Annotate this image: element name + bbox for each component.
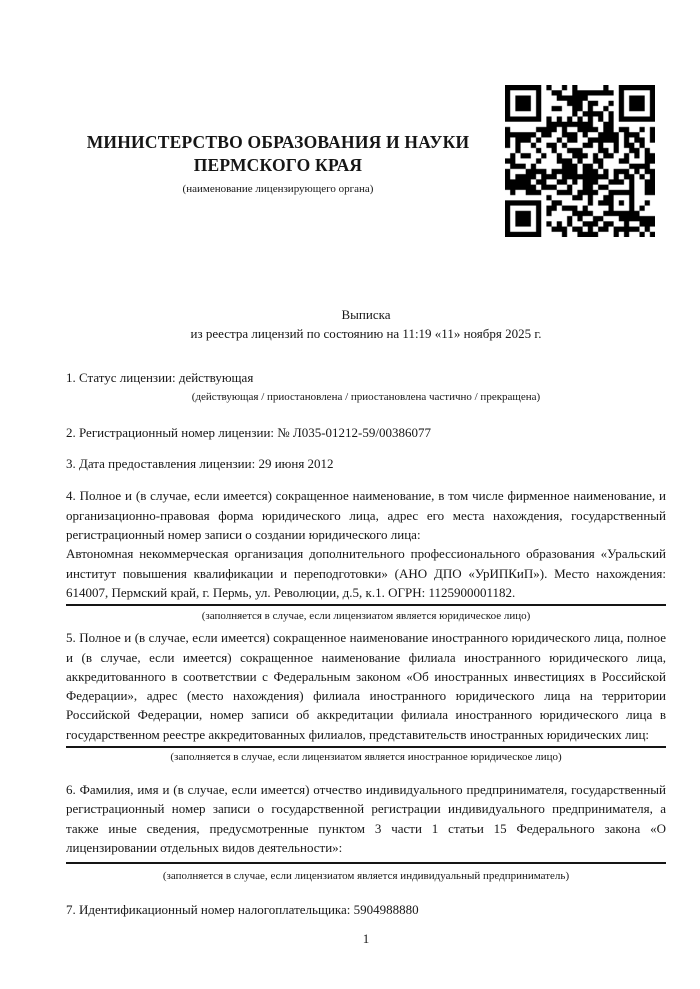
item-4-legal-entity-value: Автономная некоммерческая организация дополнительного профессионального образования «Уральский институт повышения квалификации и переподготовки» (АНО ДПО «УрИПКиП»). Место нахождения: 614007, Пермский край, г. Пермь, ул. Революции, д.5, к.1. ОГРН: 1125900001182. <box>66 546 666 600</box>
item-4-fill-line <box>66 604 666 606</box>
item-4-fill-caption: (заполняется в случае, если лицензиатом является юридическое лицо) <box>201 610 531 623</box>
item-6-fill-caption: (заполняется в случае, если лицензиатом является индивидуальный предприниматель) <box>162 870 570 883</box>
item-5-foreign-entity-heading: 5. Полное и (в случае, если имеется) сокращенное наименование иностранного юридического лица, полное и (в случае, если имеется) сокращенное наименование филиала иностранного юридического лица, аккредитованного в соответствии с Федеральным законом «Об иностранных инвестициях в Российской Федерации», адрес (место нахождения) филиала иностранного юридического лица на территории Российской Федерации, номер записи об аккредитации филиала иностранного юридического лица в государственном реестре аккредитованных филиалов, представительств иностранных юридических лиц: <box>66 630 666 742</box>
item-4-legal-entity-heading: 4. Полное и (в случае, если имеется) сокращенное наименование, в том числе фирменное наименование, и организационно-правовая форма юридического лица, адрес его места нахождения, государственный регистрационный номер записи о создании юридического лица: <box>66 488 666 543</box>
item-3-license-grant-date: 3. Дата предоставления лицензии: 29 июня 2012 <box>66 456 334 472</box>
ministry-name-line2: ПЕРМСКОГО КРАЯ <box>193 155 363 175</box>
document-title-line2: из реестра лицензий по состоянию на 11:19 «11» ноября 2025 г. <box>190 326 542 342</box>
item-6-fill-line <box>66 862 666 864</box>
document-title-line1: Выписка <box>341 307 391 322</box>
item-2-registration-number: 2. Регистрационный номер лицензии: № Л035-01212-59/00386077 <box>66 424 432 440</box>
item-7-taxpayer-id: 7. Идентификационный номер налогоплательщика: 5904988880 <box>66 902 419 918</box>
licensing-authority-header <box>66 131 490 196</box>
qr-code-icon <box>505 85 655 237</box>
item-1-status-options-caption: (действующая / приостановлена / приостановлена частично / прекращена) <box>191 390 541 403</box>
document-title <box>66 305 666 344</box>
document-body <box>66 305 666 948</box>
item-6-entrepreneur-heading: 6. Фамилия, имя и (в случае, если имеется) отчество индивидуального предпринимателя, государственный регистрационный номер записи о государственной регистрации индивидуального предпринимателя, а также иные сведения, предусмотренные пунктом 3 части 1 статьи 15 Федерального закона «О лицензировании отдельных видов деятельности»: <box>66 782 666 855</box>
item-5-fill-line <box>66 746 666 748</box>
item-1-license-status: 1. Статус лицензии: действующая <box>66 369 254 385</box>
ministry-name-caption: (наименование лицензирующего органа) <box>182 183 374 195</box>
item-5-fill-caption: (заполняется в случае, если лицензиатом является иностранное юридическое лицо) <box>170 751 562 764</box>
page-number: 1 <box>362 930 370 946</box>
ministry-name-line1: МИНИСТЕРСТВО ОБРАЗОВАНИЯ И НАУКИ <box>86 132 470 152</box>
